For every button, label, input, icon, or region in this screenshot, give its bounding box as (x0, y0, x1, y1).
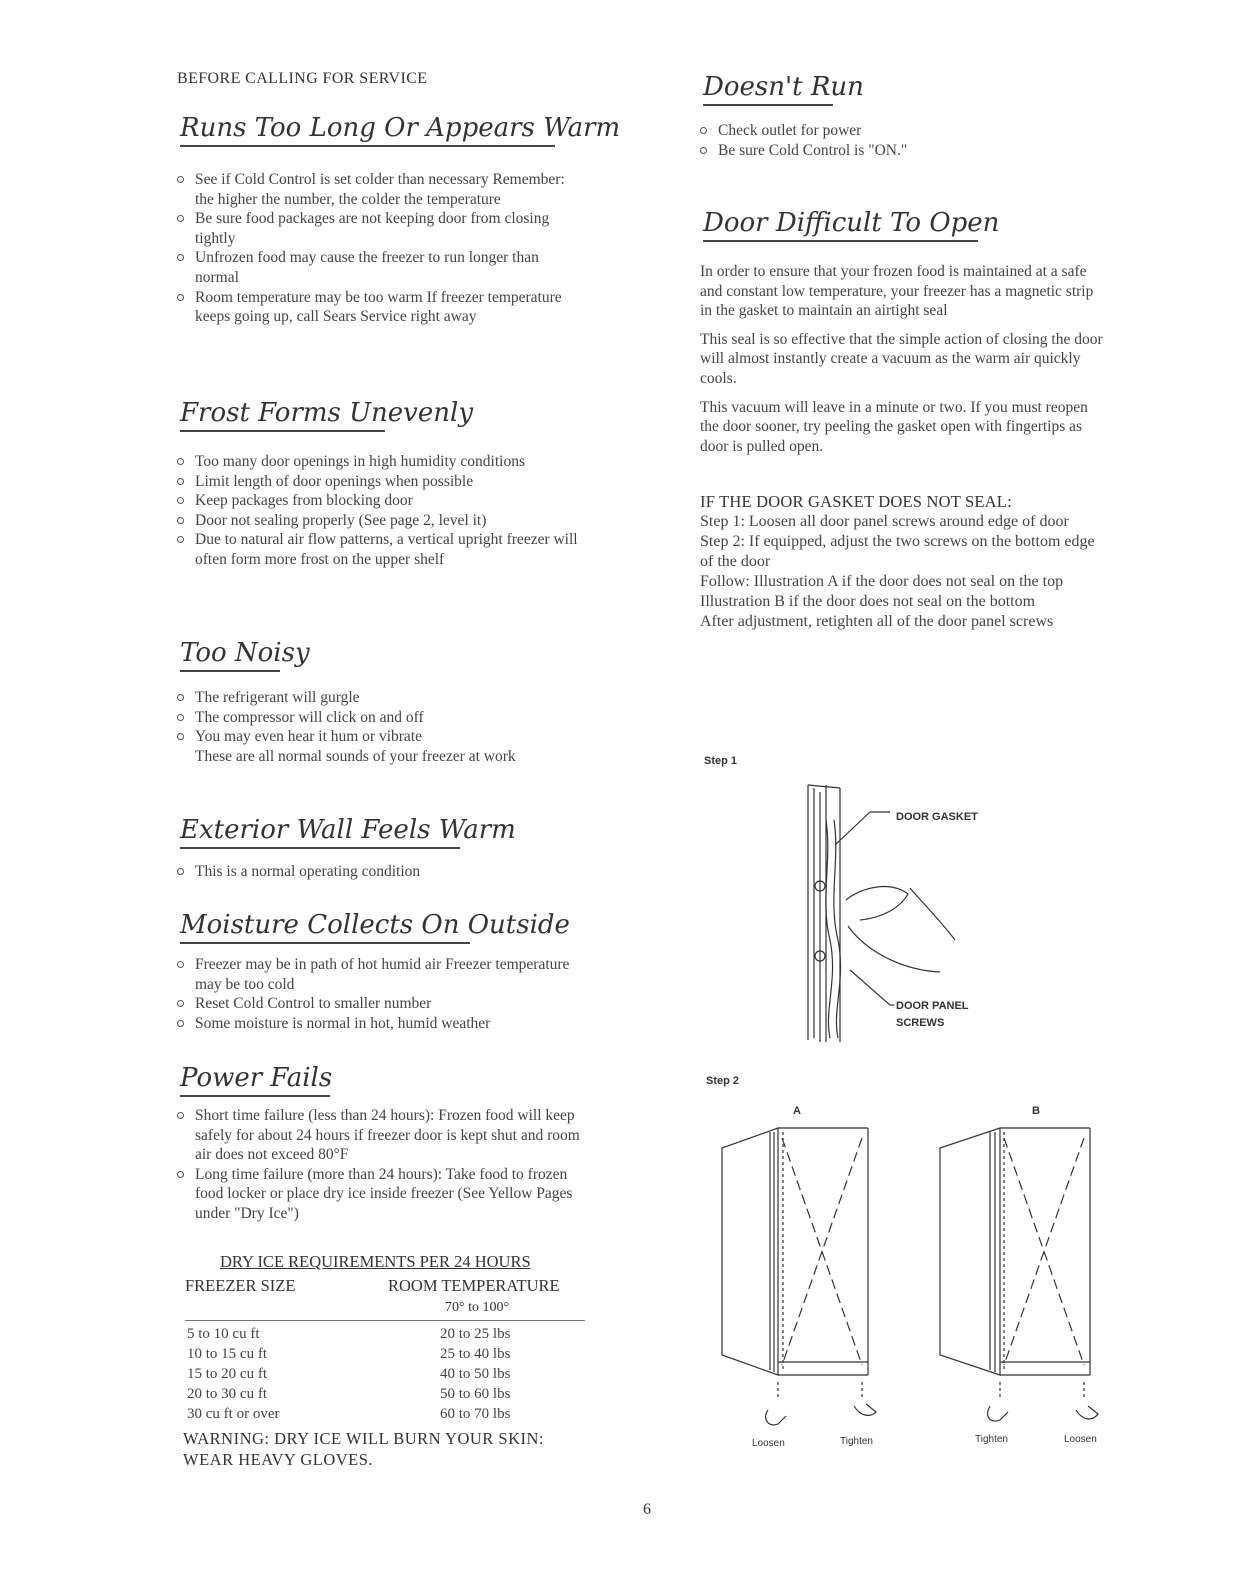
door-difficult-text (700, 262, 1105, 465)
moisture-list (175, 955, 585, 1033)
page-header: BEFORE CALLING FOR SERVICE (177, 70, 428, 87)
section-title-door-difficult: Door Difficult To Open (703, 208, 978, 242)
tighten-b-label: Tighten (975, 1434, 1008, 1445)
list-item: Some moisture is normal in hot, humid weather (175, 1014, 585, 1034)
loosen-b-label: Loosen (1064, 1434, 1097, 1445)
list-item: The compressor will click on and off (175, 708, 585, 728)
table-divider (185, 1320, 585, 1321)
list-item: Room temperature may be too warm If freezer temperature keeps going up, call Sears Service right away (175, 288, 585, 327)
list-item: Reset Cold Control to smaller number (175, 994, 585, 1014)
list-item: Be sure food packages are not keeping door from closing tightly (175, 209, 585, 248)
list-item: Short time failure (less than 24 hours): Frozen food will keep safely for about 24 hours if freezer door is kept shut and room air does not exceed 80°F (175, 1106, 585, 1165)
instruction-line: Step 2: If equipped, adjust the two screws on the bottom edge of the door (700, 533, 1095, 570)
section-title-moisture: Moisture Collects On Outside (180, 910, 470, 944)
list-item: This is a normal operating condition (175, 862, 585, 882)
paragraph: This seal is so effective that the simple action of closing the door will almost instantly create a vacuum as the warm air quickly cools. (700, 330, 1103, 387)
section-title-power-fails: Power Fails (180, 1063, 330, 1097)
list-item: These are all normal sounds of your freezer at work (195, 747, 516, 765)
door-seal-instructions (700, 512, 1110, 632)
list-item: Limit length of door openings when possible (175, 472, 585, 492)
exterior-wall-list (175, 862, 585, 882)
list-item: See if Cold Control is set colder than necessary Remember: the higher the number, the colder the temperature (175, 170, 585, 209)
list-item: Freezer may be in path of hot humid air Freezer temperature may be too cold (175, 955, 585, 994)
warning-line: WARNING: DRY ICE WILL BURN YOUR SKIN: (183, 1429, 545, 1448)
list-item: Keep packages from blocking door (175, 491, 585, 511)
table-cell-weight: 25 to 40 lbs (440, 1346, 511, 1362)
illustration-b-label: B (1032, 1105, 1040, 1117)
instruction-line: After adjustment, retighten all of the door panel screws (700, 613, 1054, 630)
paragraph: This vacuum will leave in a minute or two. If you must reopen the door sooner, try peeling the gasket open with fingertips as door is pulled open. (700, 398, 1088, 455)
section-title-frost-forms: Frost Forms Unevenly (180, 398, 385, 432)
list-item: Be sure Cold Control is "ON." (698, 141, 1098, 161)
dry-ice-table-title: DRY ICE REQUIREMENTS PER 24 HOURS (220, 1252, 531, 1271)
door-seal-title: IF THE DOOR GASKET DOES NOT SEAL: (700, 492, 1012, 511)
instruction-line: Illustration B if the door does not seal on the bottom (700, 593, 1036, 610)
step1-label: Step 1 (704, 755, 738, 767)
door-panel-label: DOOR PANEL (896, 1000, 969, 1012)
table-cell-size: 20 to 30 cu ft (187, 1386, 267, 1402)
section-title-doesnt-run: Doesn't Run (703, 72, 833, 106)
list-item: Due to natural air flow patterns, a vertical upright freezer will often form more frost on the upper shelf (175, 530, 585, 569)
dry-ice-temp-range: 70° to 100° (445, 1300, 510, 1315)
power-fails-list (175, 1106, 585, 1224)
too-noisy-list (175, 688, 585, 766)
paragraph: In order to ensure that your frozen food is maintained at a safe and constant low temperature, your freezer has a magnetic strip in the gasket to maintain an airtight seal (700, 263, 1094, 320)
page-number: 6 (643, 1501, 651, 1518)
list-item: Too many door openings in high humidity conditions (175, 452, 585, 472)
door-adjustment-illustration (700, 1120, 1120, 1440)
doesnt-run-list (698, 121, 1098, 160)
warning-line: WEAR HEAVY GLOVES. (183, 1450, 374, 1469)
list-item: You may even hear it hum or vibrate (175, 727, 585, 747)
step2-label: Step 2 (706, 1075, 740, 1087)
table-cell-size: 15 to 20 cu ft (187, 1366, 267, 1382)
door-gasket-label: DOOR GASKET (896, 811, 978, 823)
dry-ice-col-temp: ROOM TEMPERATURE (388, 1276, 560, 1295)
section-title-runs-too-long: Runs Too Long Or Appears Warm (180, 113, 555, 147)
loosen-a-label: Loosen (752, 1438, 785, 1449)
screws-label: SCREWS (896, 1017, 945, 1029)
runs-too-long-list (175, 170, 585, 327)
tighten-a-label: Tighten (840, 1436, 873, 1447)
table-cell-weight: 60 to 70 lbs (440, 1406, 511, 1422)
table-cell-size: 30 cu ft or over (187, 1406, 280, 1422)
table-cell-size: 10 to 15 cu ft (187, 1346, 267, 1362)
list-item: The refrigerant will gurgle (175, 688, 585, 708)
instruction-line: Follow: Illustration A if the door does not seal on the top (700, 573, 1064, 590)
illustration-a-label: A (793, 1105, 801, 1117)
section-title-too-noisy: Too Noisy (180, 638, 280, 672)
list-item: Door not sealing properly (See page 2, level it) (175, 511, 585, 531)
table-cell-size: 5 to 10 cu ft (187, 1326, 260, 1342)
table-cell-weight: 40 to 50 lbs (440, 1366, 511, 1382)
dry-ice-col-size: FREEZER SIZE (185, 1276, 296, 1295)
table-cell-weight: 20 to 25 lbs (440, 1326, 511, 1342)
dry-ice-warning (183, 1428, 544, 1470)
instruction-line: Step 1: Loosen all door panel screws around edge of door (700, 513, 1069, 530)
table-cell-weight: 50 to 60 lbs (440, 1386, 511, 1402)
frost-forms-list (175, 452, 585, 570)
section-title-exterior-wall: Exterior Wall Feels Warm (180, 815, 460, 849)
list-item: Long time failure (more than 24 hours): Take food to frozen food locker or place dry ice inside freezer (See Yellow Pages under "Dry Ice") (175, 1165, 585, 1224)
list-item: Unfrozen food may cause the freezer to run longer than normal (175, 248, 585, 287)
list-item: Check outlet for power (698, 121, 1098, 141)
